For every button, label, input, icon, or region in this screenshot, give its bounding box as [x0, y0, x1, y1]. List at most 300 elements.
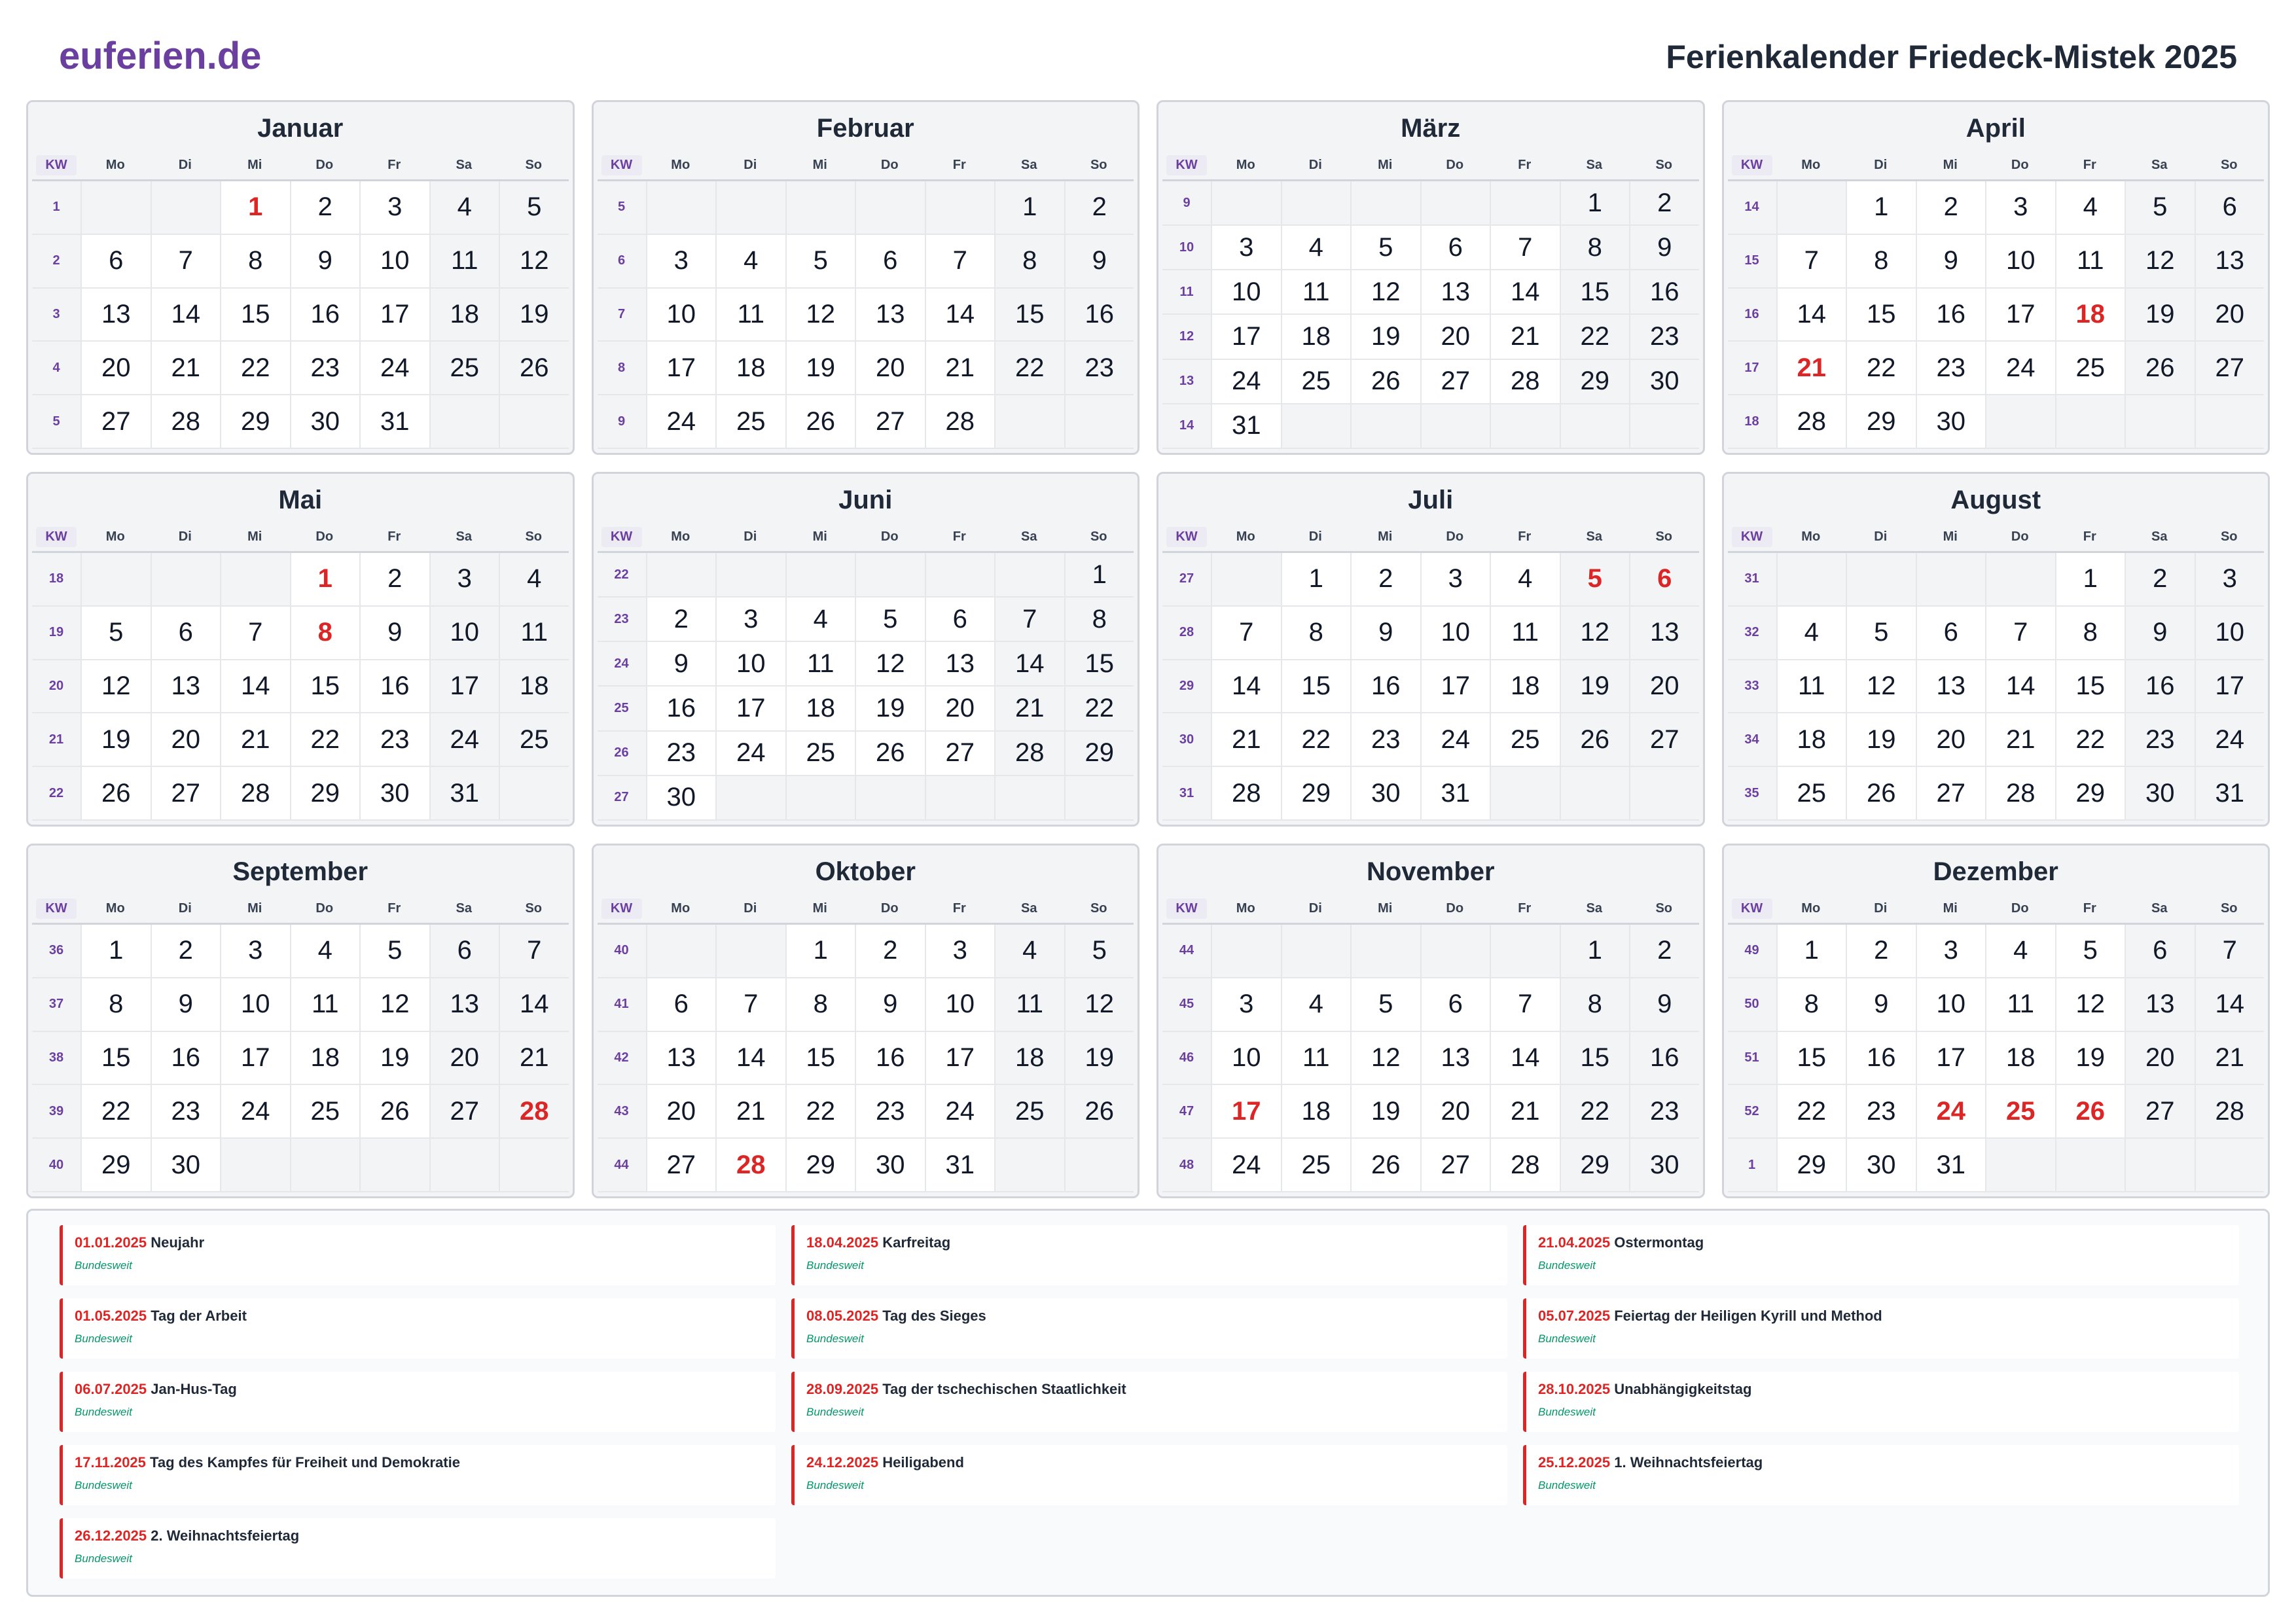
weekday-header — [32, 894, 569, 925]
day-cell: 23 — [646, 732, 716, 776]
day-cell: 3 — [220, 925, 290, 978]
weekday-label: Do — [2011, 529, 2029, 544]
day-cell: 15 — [2055, 660, 2125, 714]
day-cell: 4 — [1490, 553, 1560, 607]
empty-day-cell — [1846, 553, 1916, 607]
day-cell: 20 — [429, 1032, 499, 1086]
month-days-grid — [1162, 553, 1699, 821]
weekday-header — [598, 151, 1134, 181]
weekday-header — [32, 151, 569, 181]
day-cell: 30 — [151, 1139, 221, 1192]
weekday-label: So — [1090, 157, 1107, 172]
week-number-header: KW — [601, 155, 642, 175]
empty-day-cell — [1490, 181, 1560, 226]
empty-day-cell — [1064, 1139, 1134, 1192]
day-cell: 5 — [1350, 978, 1420, 1032]
empty-day-cell — [1211, 181, 1281, 226]
holiday-day-cell: 26 — [2055, 1085, 2125, 1139]
week-number: 37 — [32, 978, 81, 1032]
day-cell: 14 — [2195, 978, 2265, 1032]
day-cell: 16 — [646, 687, 716, 731]
day-cell: 18 — [1281, 1085, 1351, 1139]
weekday-label: Sa — [456, 529, 472, 544]
weekday-label: Di — [744, 529, 757, 544]
month-calendar — [592, 100, 1140, 455]
empty-day-cell — [1281, 925, 1351, 978]
week-number: 10 — [1162, 226, 1211, 270]
day-cell: 13 — [855, 289, 925, 342]
month-days-grid — [1162, 925, 1699, 1192]
day-cell: 18 — [785, 687, 855, 731]
day-cell: 16 — [2125, 660, 2195, 714]
day-cell: 6 — [429, 925, 499, 978]
day-cell: 4 — [1776, 607, 1846, 660]
day-cell: 18 — [1490, 660, 1560, 714]
day-cell: 29 — [1560, 360, 1630, 404]
month-name: August — [1950, 486, 2041, 514]
day-cell: 1 — [1064, 553, 1134, 597]
day-cell: 15 — [290, 660, 360, 714]
holiday-name: Tag des Sieges — [882, 1308, 986, 1324]
day-cell: 6 — [855, 235, 925, 289]
holiday-item — [1523, 1372, 2239, 1432]
day-cell: 23 — [1064, 342, 1134, 395]
holiday-day-cell: 28 — [499, 1085, 569, 1139]
weekday-label: Mi — [247, 157, 262, 172]
day-cell: 28 — [220, 767, 290, 821]
day-cell: 15 — [994, 289, 1064, 342]
day-cell: 28 — [1490, 1139, 1560, 1192]
week-number: 3 — [32, 289, 81, 342]
day-cell: 17 — [2195, 660, 2265, 714]
weekday-label: Fr — [387, 901, 401, 916]
day-cell: 9 — [2125, 607, 2195, 660]
week-number: 34 — [1728, 713, 1776, 767]
week-number: 48 — [1162, 1139, 1211, 1192]
day-cell: 3 — [1211, 978, 1281, 1032]
week-number: 21 — [32, 713, 81, 767]
week-number-header: KW — [1166, 155, 1207, 175]
day-cell: 16 — [151, 1032, 221, 1086]
weekday-label: So — [1090, 529, 1107, 544]
day-cell: 8 — [1560, 226, 1630, 270]
day-cell: 10 — [1985, 235, 2055, 289]
day-cell: 6 — [2195, 181, 2265, 235]
week-number: 7 — [598, 289, 646, 342]
holiday-line — [1538, 1381, 2239, 1398]
day-cell: 25 — [785, 732, 855, 776]
weekday-label: Do — [880, 529, 899, 544]
week-number-header: KW — [601, 899, 642, 919]
day-cell: 16 — [1350, 660, 1420, 714]
day-cell: 5 — [855, 597, 925, 642]
month-days-grid — [32, 553, 569, 821]
day-cell: 18 — [499, 660, 569, 714]
day-cell: 26 — [81, 767, 151, 821]
empty-day-cell — [1490, 767, 1560, 821]
day-cell: 24 — [1211, 1139, 1281, 1192]
day-cell: 28 — [1985, 767, 2055, 821]
week-number-header: KW — [1732, 527, 1772, 547]
day-cell: 16 — [290, 289, 360, 342]
holiday-scope: Bundesweit — [75, 1552, 132, 1565]
day-cell: 23 — [855, 1085, 925, 1139]
empty-day-cell — [81, 181, 151, 235]
weekday-label: Mo — [671, 901, 691, 916]
day-cell: 29 — [1064, 732, 1134, 776]
day-cell: 4 — [2055, 181, 2125, 235]
month-calendar — [1157, 100, 1705, 455]
weekday-label: Mo — [671, 529, 691, 544]
day-cell: 4 — [785, 597, 855, 642]
day-cell: 29 — [785, 1139, 855, 1192]
week-number: 30 — [1162, 713, 1211, 767]
empty-day-cell — [1281, 404, 1351, 449]
day-cell: 30 — [1846, 1139, 1916, 1192]
day-cell: 25 — [1281, 1139, 1351, 1192]
weekday-label: Mo — [1236, 529, 1255, 544]
day-cell: 10 — [429, 607, 499, 660]
day-cell: 20 — [1420, 1085, 1490, 1139]
day-cell: 19 — [1560, 660, 1630, 714]
day-cell: 8 — [2055, 607, 2125, 660]
week-number: 31 — [1728, 553, 1776, 607]
day-cell: 16 — [1916, 289, 1986, 342]
day-cell: 26 — [1846, 767, 1916, 821]
day-cell: 26 — [855, 732, 925, 776]
month-days-grid — [1728, 553, 2265, 821]
week-number-header: KW — [36, 155, 77, 175]
day-cell: 17 — [1916, 1032, 1986, 1086]
day-cell: 11 — [1490, 607, 1560, 660]
day-cell: 16 — [359, 660, 429, 714]
day-cell: 27 — [925, 732, 995, 776]
weekday-label: Di — [1308, 901, 1322, 916]
month-days-grid — [1728, 925, 2265, 1192]
week-number: 27 — [1162, 553, 1211, 607]
day-cell: 29 — [290, 767, 360, 821]
day-cell: 1 — [994, 181, 1064, 235]
day-cell: 22 — [220, 342, 290, 395]
holiday-name: Jan-Hus-Tag — [151, 1381, 237, 1397]
day-cell: 17 — [429, 660, 499, 714]
day-cell: 12 — [359, 978, 429, 1032]
weekday-label: Mo — [1801, 157, 1821, 172]
holiday-line — [75, 1454, 776, 1471]
holiday-line — [1538, 1234, 2239, 1251]
day-cell: 30 — [1629, 1139, 1699, 1192]
weekday-label: Mo — [105, 529, 125, 544]
weekday-label: So — [1655, 901, 1673, 916]
day-cell: 25 — [290, 1085, 360, 1139]
day-cell: 8 — [1846, 235, 1916, 289]
day-cell: 5 — [1064, 925, 1134, 978]
day-cell: 12 — [1064, 978, 1134, 1032]
day-cell: 11 — [499, 607, 569, 660]
week-number-header: KW — [1732, 899, 1772, 919]
day-cell: 21 — [151, 342, 221, 395]
weekday-label: Do — [2011, 901, 2029, 916]
day-cell: 11 — [1985, 978, 2055, 1032]
day-cell: 30 — [359, 767, 429, 821]
empty-day-cell — [1776, 553, 1846, 607]
day-cell: 27 — [151, 767, 221, 821]
holiday-day-cell: 24 — [1916, 1085, 1986, 1139]
day-cell: 20 — [1420, 315, 1490, 359]
weekday-label: Fr — [2083, 529, 2096, 544]
day-cell: 19 — [2125, 289, 2195, 342]
week-number: 5 — [32, 395, 81, 449]
day-cell: 8 — [220, 235, 290, 289]
day-cell: 28 — [925, 395, 995, 449]
weekday-label: Mi — [247, 529, 262, 544]
empty-day-cell — [1420, 181, 1490, 226]
month-name: Mai — [278, 486, 323, 514]
holiday-day-cell: 1 — [290, 553, 360, 607]
holiday-item — [1523, 1445, 2239, 1505]
day-cell: 23 — [290, 342, 360, 395]
day-cell: 9 — [359, 607, 429, 660]
holiday-scope: Bundesweit — [806, 1259, 864, 1272]
holiday-scope: Bundesweit — [1538, 1259, 1596, 1272]
month-name: November — [1366, 857, 1495, 886]
day-cell: 11 — [2055, 235, 2125, 289]
day-cell: 2 — [1629, 925, 1699, 978]
day-cell: 20 — [855, 342, 925, 395]
day-cell: 9 — [290, 235, 360, 289]
day-cell: 31 — [429, 767, 499, 821]
holiday-day-cell: 25 — [1985, 1085, 2055, 1139]
holiday-line — [1538, 1308, 2239, 1325]
day-cell: 11 — [1776, 660, 1846, 714]
weekday-label: Fr — [2083, 901, 2096, 916]
day-cell: 1 — [1776, 925, 1846, 978]
week-number: 40 — [598, 925, 646, 978]
day-cell: 22 — [785, 1085, 855, 1139]
day-cell: 4 — [290, 925, 360, 978]
weekday-label: So — [525, 157, 543, 172]
day-cell: 5 — [785, 235, 855, 289]
day-cell: 6 — [1420, 226, 1490, 270]
empty-day-cell — [220, 553, 290, 607]
holiday-scope: Bundesweit — [75, 1406, 132, 1418]
weekday-label: So — [1655, 157, 1673, 172]
day-cell: 10 — [359, 235, 429, 289]
day-cell: 23 — [1916, 342, 1986, 395]
week-number: 24 — [598, 642, 646, 687]
day-cell: 14 — [1211, 660, 1281, 714]
weekday-label: Sa — [1586, 157, 1602, 172]
day-cell: 22 — [1776, 1085, 1846, 1139]
day-cell: 20 — [1629, 660, 1699, 714]
day-cell: 24 — [359, 342, 429, 395]
holiday-date: 05.07.2025 — [1538, 1308, 1611, 1324]
day-cell: 19 — [1846, 713, 1916, 767]
day-cell: 2 — [855, 925, 925, 978]
weekday-label: Do — [880, 157, 899, 172]
day-cell: 14 — [1490, 1032, 1560, 1086]
day-cell: 23 — [2125, 713, 2195, 767]
week-number: 26 — [598, 732, 646, 776]
holiday-date: 28.09.2025 — [806, 1381, 879, 1397]
day-cell: 7 — [499, 925, 569, 978]
day-cell: 21 — [220, 713, 290, 767]
weekday-header — [598, 894, 1134, 925]
month-calendar — [1722, 472, 2270, 827]
day-cell: 6 — [151, 607, 221, 660]
weekday-label: So — [525, 529, 543, 544]
holiday-name: Unabhängigkeitstag — [1614, 1381, 1752, 1397]
day-cell: 19 — [2055, 1032, 2125, 1086]
weekday-label: Fr — [387, 529, 401, 544]
day-cell: 14 — [1490, 270, 1560, 315]
day-cell: 23 — [151, 1085, 221, 1139]
weekday-header — [1728, 522, 2265, 553]
day-cell: 22 — [290, 713, 360, 767]
empty-day-cell — [994, 776, 1064, 821]
day-cell: 3 — [1211, 226, 1281, 270]
day-cell: 6 — [646, 978, 716, 1032]
month-calendar — [1722, 100, 2270, 455]
empty-day-cell — [1064, 395, 1134, 449]
day-cell: 27 — [1916, 767, 1986, 821]
day-cell: 11 — [429, 235, 499, 289]
holiday-item — [60, 1298, 776, 1359]
day-cell: 20 — [81, 342, 151, 395]
week-number: 50 — [1728, 978, 1776, 1032]
empty-day-cell — [785, 181, 855, 235]
empty-day-cell — [151, 181, 221, 235]
weekday-label: Sa — [1021, 901, 1037, 916]
weekday-header — [598, 522, 1134, 553]
holiday-item — [60, 1445, 776, 1505]
day-cell: 19 — [499, 289, 569, 342]
weekday-label: Di — [744, 901, 757, 916]
day-cell: 21 — [715, 1085, 785, 1139]
month-calendar — [592, 844, 1140, 1198]
day-cell: 27 — [2125, 1085, 2195, 1139]
weekday-label: Sa — [1021, 157, 1037, 172]
empty-day-cell — [646, 553, 716, 597]
day-cell: 24 — [715, 732, 785, 776]
day-cell: 2 — [1350, 553, 1420, 607]
day-cell: 13 — [151, 660, 221, 714]
holiday-item — [791, 1225, 1507, 1285]
weekday-header — [1162, 894, 1699, 925]
day-cell: 15 — [1560, 270, 1630, 315]
holiday-list-panel — [26, 1209, 2270, 1597]
day-cell: 23 — [1846, 1085, 1916, 1139]
day-cell: 4 — [994, 925, 1064, 978]
weekday-label: Sa — [456, 901, 472, 916]
empty-day-cell — [1350, 181, 1420, 226]
weekday-label: Sa — [2151, 529, 2168, 544]
weekday-label: So — [1655, 529, 1673, 544]
day-cell: 12 — [1560, 607, 1630, 660]
day-cell: 16 — [1629, 1032, 1699, 1086]
month-calendar — [592, 472, 1140, 827]
week-number: 51 — [1728, 1032, 1776, 1086]
holiday-item — [60, 1225, 776, 1285]
day-cell: 27 — [429, 1085, 499, 1139]
week-number: 33 — [1728, 660, 1776, 714]
month-days-grid — [598, 553, 1134, 821]
day-cell: 1 — [1846, 181, 1916, 235]
day-cell: 4 — [1985, 925, 2055, 978]
day-cell: 14 — [1776, 289, 1846, 342]
day-cell: 10 — [2195, 607, 2265, 660]
weekday-label: Mi — [1943, 157, 1958, 172]
empty-day-cell — [646, 925, 716, 978]
day-cell: 18 — [994, 1032, 1064, 1086]
day-cell: 20 — [1916, 713, 1986, 767]
day-cell: 3 — [715, 597, 785, 642]
day-cell: 6 — [1916, 607, 1986, 660]
day-cell: 24 — [925, 1085, 995, 1139]
day-cell: 19 — [81, 713, 151, 767]
empty-day-cell — [1560, 404, 1630, 449]
day-cell: 9 — [1846, 978, 1916, 1032]
empty-day-cell — [1629, 767, 1699, 821]
week-number-header: KW — [1166, 527, 1207, 547]
day-cell: 21 — [925, 342, 995, 395]
holiday-name: Tag der tschechischen Staatlichkeit — [882, 1381, 1126, 1397]
weekday-label: So — [1090, 901, 1107, 916]
week-number: 6 — [598, 235, 646, 289]
weekday-label: Do — [2011, 157, 2029, 172]
weekday-label: Di — [178, 901, 192, 916]
day-cell: 4 — [429, 181, 499, 235]
weekday-label: Di — [744, 157, 757, 172]
holiday-date: 25.12.2025 — [1538, 1454, 1611, 1471]
holiday-scope: Bundesweit — [75, 1332, 132, 1345]
empty-day-cell — [994, 1139, 1064, 1192]
day-cell: 10 — [220, 978, 290, 1032]
day-cell: 17 — [925, 1032, 995, 1086]
day-cell: 5 — [1846, 607, 1916, 660]
holiday-date: 06.07.2025 — [75, 1381, 147, 1397]
empty-day-cell — [785, 776, 855, 821]
holiday-date: 21.04.2025 — [1538, 1234, 1611, 1251]
day-cell: 29 — [1846, 395, 1916, 449]
day-cell: 1 — [1560, 925, 1630, 978]
empty-day-cell — [2055, 1139, 2125, 1192]
day-cell: 22 — [2055, 713, 2125, 767]
weekday-header — [32, 522, 569, 553]
day-cell: 17 — [1420, 660, 1490, 714]
week-number: 44 — [598, 1139, 646, 1192]
day-cell: 2 — [646, 597, 716, 642]
holiday-day-cell: 8 — [290, 607, 360, 660]
day-cell: 14 — [220, 660, 290, 714]
day-cell: 13 — [1420, 270, 1490, 315]
day-cell: 18 — [290, 1032, 360, 1086]
empty-day-cell — [81, 553, 151, 607]
day-cell: 19 — [1064, 1032, 1134, 1086]
week-number: 17 — [1728, 342, 1776, 395]
empty-day-cell — [715, 553, 785, 597]
weekday-label: Sa — [1021, 529, 1037, 544]
month-calendar — [1157, 472, 1705, 827]
day-cell: 20 — [2125, 1032, 2195, 1086]
day-cell: 19 — [855, 687, 925, 731]
empty-day-cell — [2125, 1139, 2195, 1192]
month-name: Juni — [838, 486, 893, 514]
site-logo[interactable]: euferien.de — [59, 35, 262, 77]
day-cell: 7 — [994, 597, 1064, 642]
weekday-label: Mi — [1378, 901, 1393, 916]
weekday-label: Di — [178, 157, 192, 172]
